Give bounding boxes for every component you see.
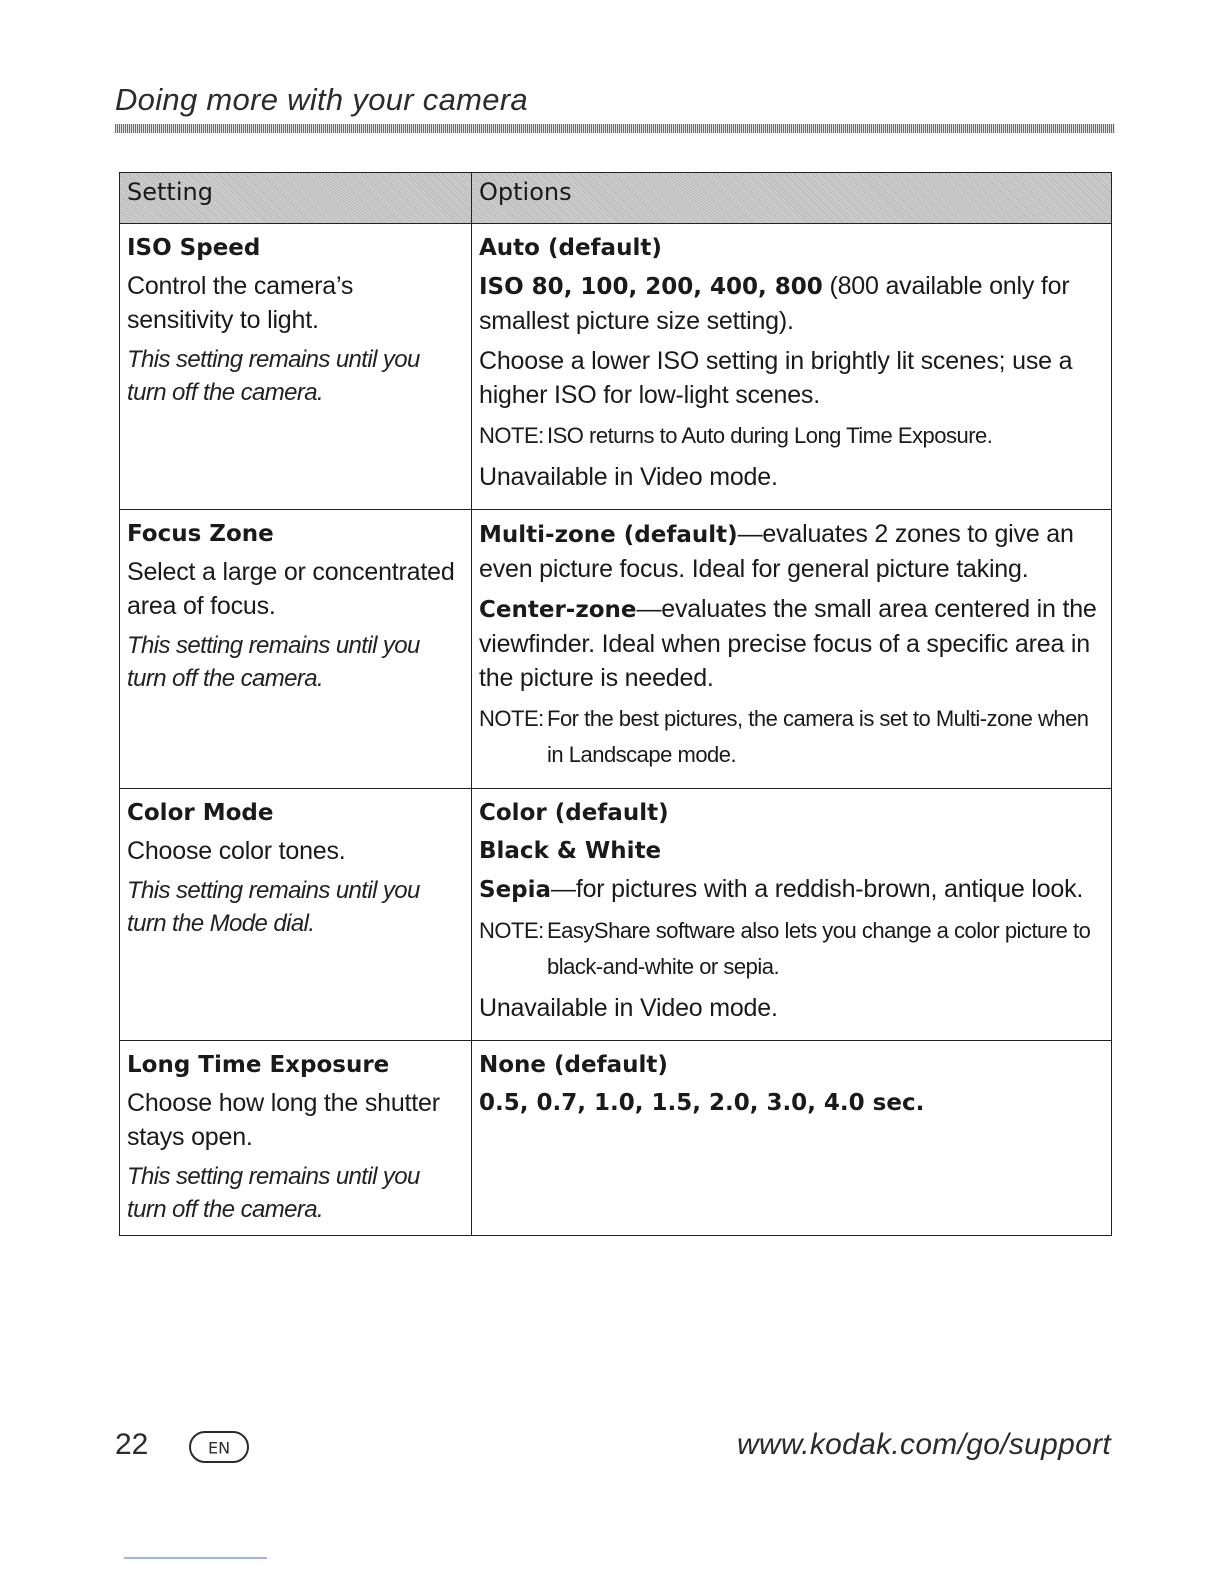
setting-persistence-note: This setting remains until you turn the Mode dial.: [127, 877, 420, 937]
options-cell: [472, 789, 1112, 1041]
column-header-options: Options: [472, 173, 1112, 224]
page-header-title: Doing more with your camera: [115, 82, 528, 117]
option-black-white: Black & White: [479, 838, 662, 864]
column-header-setting: Setting: [120, 173, 472, 224]
options-cell: [472, 224, 1112, 510]
option-iso-values-bold: ISO 80, 100, 200, 400, 800: [479, 274, 823, 300]
option-note: [479, 913, 1103, 985]
setting-name: Color Mode: [127, 800, 274, 826]
table-header-row: [120, 173, 1112, 224]
option-iso-values-text: (800 available only for smallest picture size setting).: [479, 272, 1070, 335]
setting-persistence-note: This setting remains until you turn off the camera.: [127, 346, 420, 406]
note-label: NOTE:: [479, 918, 544, 943]
option-default: Color (default): [479, 800, 669, 826]
note-label: NOTE:: [479, 706, 544, 731]
option-iso-values: [479, 269, 1103, 338]
option-sepia-bold: Sepia: [479, 877, 552, 903]
option-sepia-text: —for pictures with a reddish-brown, antique look.: [551, 875, 1084, 903]
table-row-color-mode: [120, 789, 1112, 1041]
options-cell: [472, 510, 1112, 789]
option-exposure-times: 0.5, 0.7, 1.0, 1.5, 2.0, 3.0, 4.0 sec.: [479, 1090, 925, 1116]
header-rule: [115, 124, 1115, 133]
language-badge-text: EN: [207, 1438, 231, 1458]
table-row-focus-zone: [120, 510, 1112, 789]
option-unavailable: Unavailable in Video mode.: [479, 994, 778, 1022]
table-row-long-time-exposure: [120, 1041, 1112, 1236]
setting-description: Control the camera’s sensitivity to light.: [127, 272, 354, 334]
table-row-iso-speed: [120, 224, 1112, 510]
setting-cell: [120, 1041, 472, 1236]
note-text: ISO returns to Auto during Long Time Exposure.: [547, 423, 993, 448]
setting-cell: [120, 789, 472, 1041]
option-default: Auto (default): [479, 235, 662, 261]
option-multi-zone: [479, 517, 1103, 586]
option-multi-zone-bold: Multi-zone (default): [479, 522, 738, 548]
option-center-zone: [479, 592, 1103, 695]
language-en-icon: [188, 1430, 250, 1464]
setting-cell: [120, 510, 472, 789]
option-center-zone-bold: Center-zone: [479, 597, 637, 623]
option-iso-advice: Choose a lower ISO setting in brightly lit scenes; use a higher ISO for low-light scenes.: [479, 347, 1073, 409]
option-default: None (default): [479, 1052, 668, 1078]
setting-persistence-note: This setting remains until you turn off the camera.: [127, 1163, 420, 1223]
support-url: www.kodak.com/go/support: [736, 1428, 1111, 1461]
setting-name: ISO Speed: [127, 235, 261, 261]
setting-name: Focus Zone: [127, 521, 274, 547]
option-note: [479, 701, 1103, 773]
setting-name: Long Time Exposure: [127, 1052, 390, 1078]
page-number: 22: [115, 1428, 149, 1461]
options-cell: [472, 1041, 1112, 1236]
note-label: NOTE:: [479, 423, 544, 448]
note-text: For the best pictures, the camera is set to Multi-zone when in Landscape mode.: [547, 706, 1089, 767]
setting-description: Choose how long the shutter stays open.: [127, 1089, 440, 1151]
option-unavailable: Unavailable in Video mode.: [479, 463, 778, 491]
settings-table: [119, 172, 1112, 1236]
setting-description: Select a large or concentrated area of focus.: [127, 558, 455, 620]
footer-line: [124, 1557, 267, 1559]
setting-cell: [120, 224, 472, 510]
note-text: EasyShare software also lets you change a color picture to black-and-white or sepia.: [547, 918, 1091, 979]
setting-persistence-note: This setting remains until you turn off the camera.: [127, 632, 420, 692]
option-center-zone-text: —evaluates the small area centered in the viewfinder. Ideal when precise focus of a specific area in the picture is needed.: [479, 595, 1097, 692]
setting-description: Choose color tones.: [127, 837, 346, 865]
option-multi-zone-text: —evaluates 2 zones to give an even picture focus. Ideal for general picture taking.: [479, 520, 1074, 583]
option-sepia: [479, 872, 1103, 907]
option-note: [479, 418, 1103, 454]
